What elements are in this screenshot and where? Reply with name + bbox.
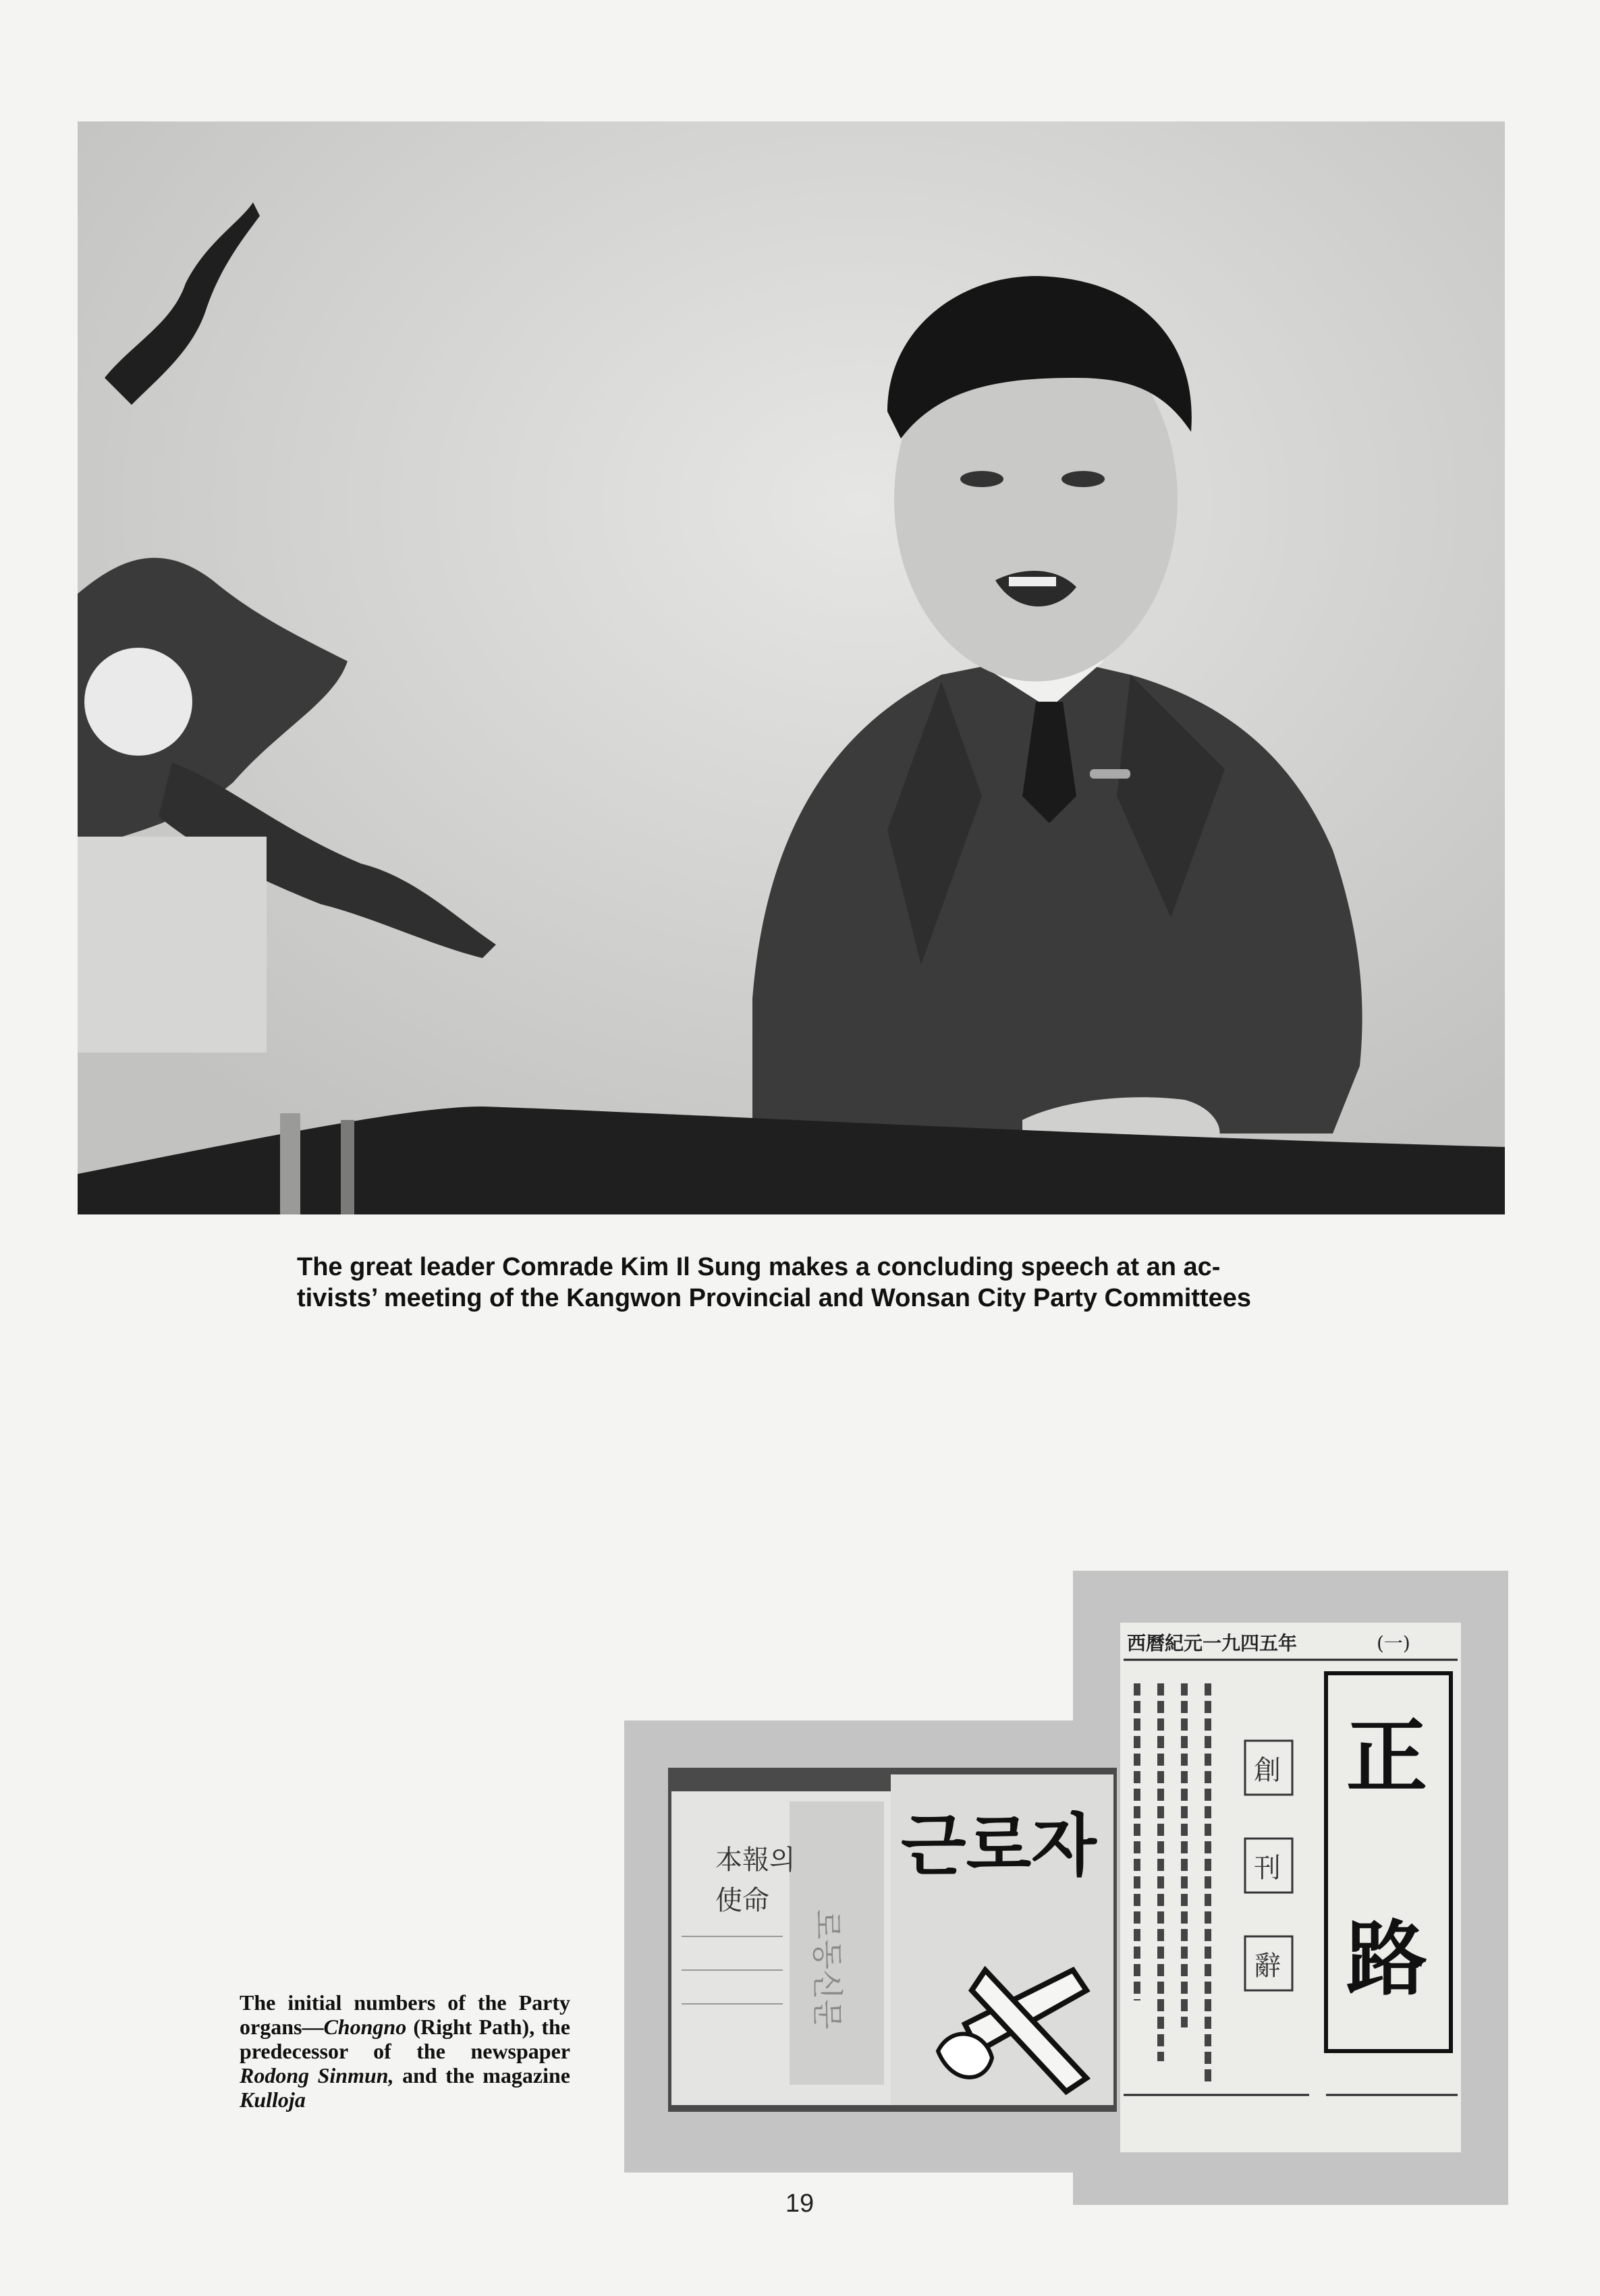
chongno-section-1: 創 [1254,1755,1281,1786]
caption-line-2: tivists’ meeting of the Kangwon Provincial and Wonsan City Party Committees [297,1284,1252,1312]
page-number: 19 [785,2189,815,2218]
rodong-heading-1: 本報의 [715,1845,796,1876]
chongno-issue: (一) [1377,1632,1410,1654]
caption-mid-1: (Right Path), the predecessor of the newspaper [240,2015,570,2063]
kulloja-magazine [891,1774,1113,2105]
rodong-sinmun-newspaper [671,1791,894,2105]
caption-title-chongno: Chongno [323,2015,407,2039]
kulloja-masthead: 근로자 [901,1806,1097,1885]
main-photograph [78,121,1505,1214]
caption-line-1: The great leader Comrade Kim Il Sung makes a concluding speech at an ac- [297,1253,1221,1281]
publications-caption [240,1990,570,2112]
publications-photo-left [668,1768,1117,2112]
caption-title-rodong: Rodong Sinmun, [240,2063,394,2088]
rodong-masthead: 로동신문 [809,1909,846,2029]
caption-intro: The initial numbers of the Party organs— [240,1990,570,2039]
chongno-title-2: 路 [1346,1911,1427,2007]
chongno-header: 西曆紀元一九四五年 [1127,1632,1298,1654]
main-photo-caption [297,1252,1309,1314]
chongno-title-1: 正 [1346,1709,1427,1804]
rodong-heading-2: 使命 [715,1885,769,1916]
chongno-section-2: 刊 [1254,1853,1281,1884]
caption-mid-2: and the magazine [393,2063,571,2088]
chongno-section-3: 辭 [1254,1951,1281,1982]
caption-title-kulloja: Kulloja [240,2088,306,2112]
publications-photo-right [1120,1623,1461,2152]
